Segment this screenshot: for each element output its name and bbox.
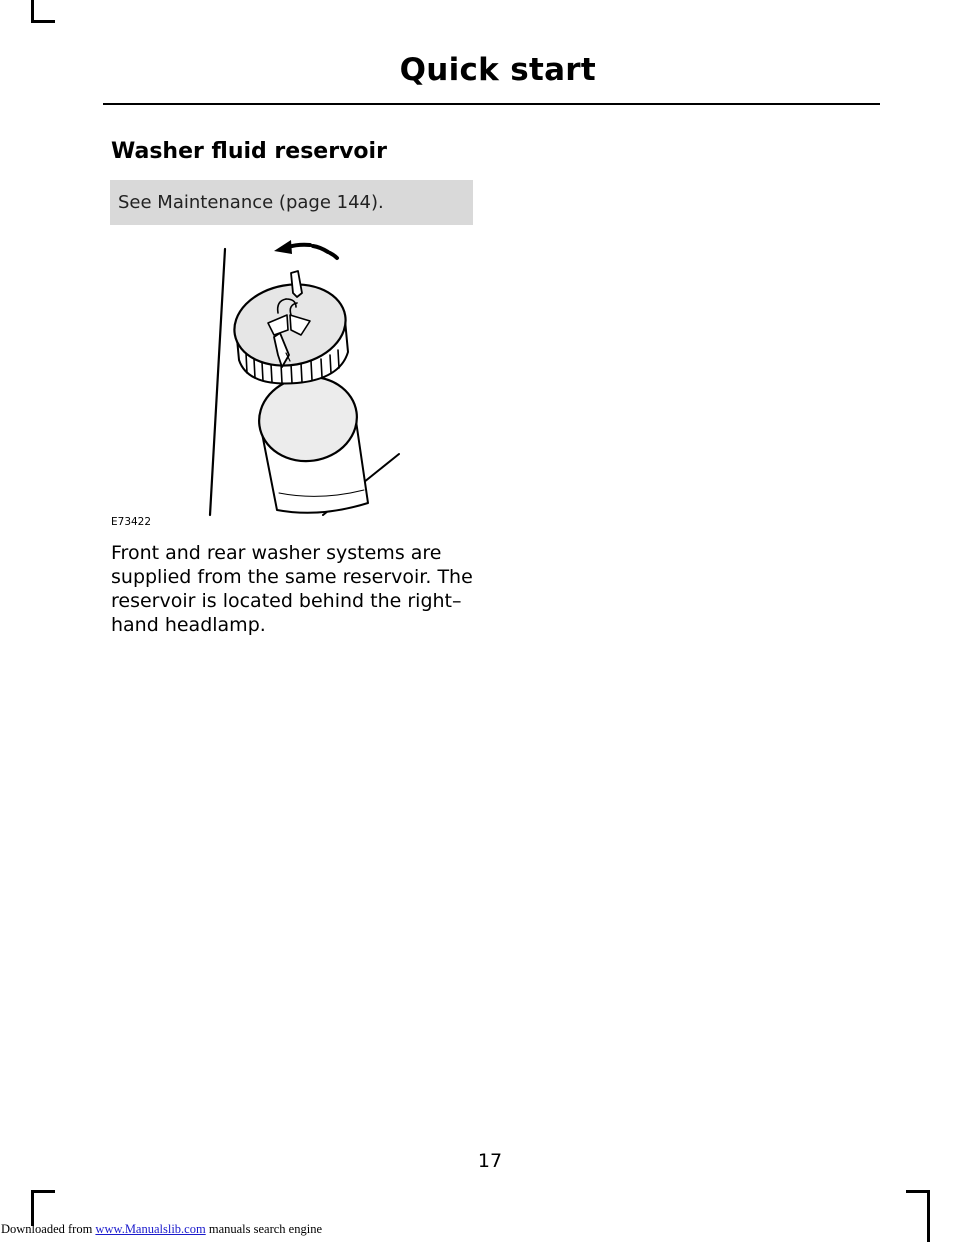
crop-mark-top-left: [31, 20, 55, 23]
section-heading: Washer fluid reservoir: [111, 139, 387, 164]
section-title: Quick start: [399, 52, 596, 88]
download-footer: [1, 1222, 322, 1237]
header-rule: [103, 103, 880, 105]
footer-suffix: manuals search engine: [205, 1222, 322, 1236]
maintenance-reference: See Maintenance (page 144).: [118, 192, 384, 213]
figure-code: E73422: [111, 516, 152, 528]
crop-mark-bottom-left: [31, 1190, 55, 1193]
footer-prefix: Downloaded from: [1, 1222, 96, 1236]
crop-mark-bottom-right: [927, 1190, 930, 1242]
note-box: [110, 180, 473, 225]
body-paragraph: Front and rear washer systems are supplied from the same reservoir. The reservoir is located behind the right–hand headlamp.: [111, 542, 473, 636]
manualslib-link[interactable]: www.Manualslib.com: [95, 1222, 206, 1236]
crop-mark-bottom-left: [31, 1190, 34, 1226]
page-number: 17: [477, 1150, 503, 1172]
washer-reservoir-cap-illustration: [150, 235, 470, 530]
